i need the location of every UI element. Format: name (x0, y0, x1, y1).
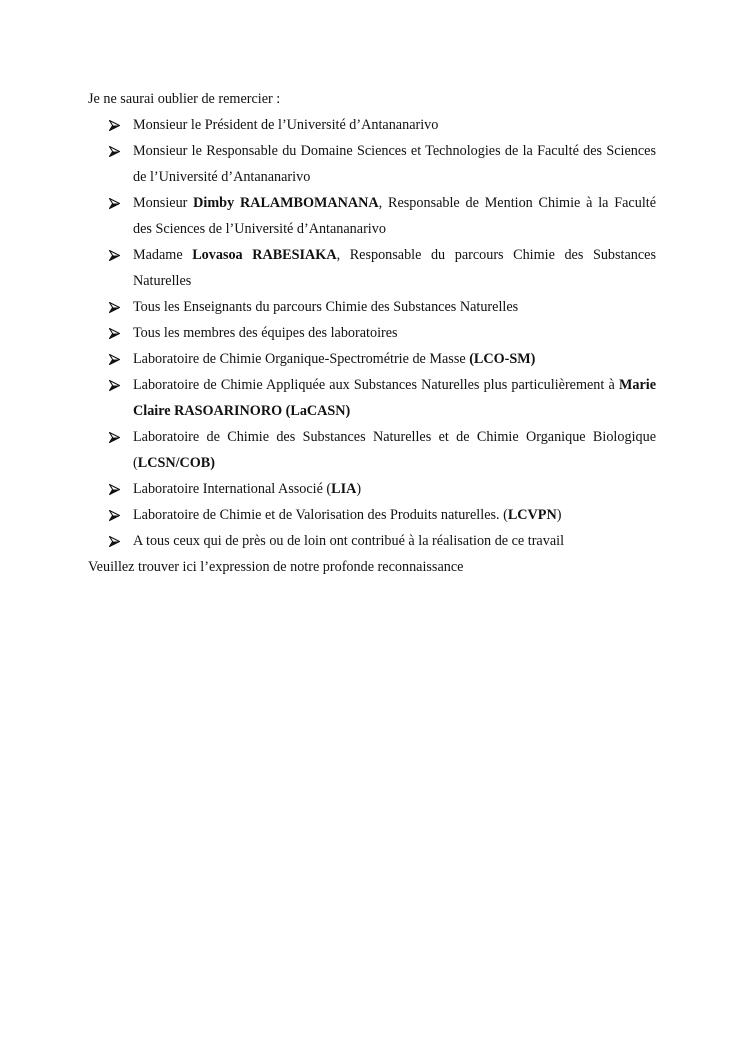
list-item (88, 138, 656, 190)
arrowhead-bullet-icon (109, 476, 123, 502)
item-text: Laboratoire de Chimie des Substances Naturelles et de Chimie Organique Biologique ( (133, 429, 656, 471)
item-text: A tous ceux qui de près ou de loin ont contribué à la réalisation de ce travail (133, 533, 565, 549)
item-text: Monsieur (133, 195, 194, 211)
arrowhead-bullet-icon (109, 242, 123, 268)
list-item (88, 242, 656, 294)
arrowhead-bullet-icon (109, 424, 123, 450)
bold-name-text: Marie Claire RASOARINORO (LaCASN) (133, 377, 656, 419)
list-item (88, 372, 656, 424)
arrowhead-bullet-icon (109, 372, 123, 398)
bold-name-text: LCSN/COB) (137, 455, 215, 471)
arrowhead-bullet-icon (109, 138, 123, 164)
arrowhead-bullet-icon (109, 294, 123, 320)
list-item (88, 476, 656, 502)
list-item (88, 528, 656, 554)
list-item (88, 424, 656, 476)
bold-name-text: LIA (331, 481, 357, 497)
item-text: Laboratoire de Chimie Appliquée aux Substances Naturelles plus particulièrement à (133, 377, 619, 393)
item-text: Madame (133, 247, 193, 263)
bold-name-text: LCVPN (507, 507, 557, 523)
closing-text: Veuillez trouver ici l’expression de notre profonde reconnaissance (88, 559, 464, 575)
arrowhead-bullet-icon (109, 190, 123, 216)
list-item (88, 112, 656, 138)
arrowhead-bullet-icon (109, 112, 123, 138)
list-item (88, 320, 656, 346)
item-text: Laboratoire de Chimie Organique-Spectrométrie de Masse (133, 351, 470, 367)
list-item (88, 346, 656, 372)
list-item (88, 294, 656, 320)
item-text: Monsieur le Responsable du Domaine Sciences et Technologies de la Faculté des Sciences de l’Université d’Antananarivo (133, 143, 656, 185)
bold-name-text: (LCO-SM) (469, 351, 536, 367)
item-text: ) (556, 507, 562, 523)
bold-name-text: Dimby RALAMBOMANANA (193, 195, 379, 211)
item-text: Tous les membres des équipes des laboratoires (133, 325, 398, 341)
list-item (88, 502, 656, 528)
arrowhead-bullet-icon (109, 320, 123, 346)
item-text: , Responsable du parcours Chimie des Substances Naturelles (133, 247, 656, 289)
list-item (88, 190, 656, 242)
arrowhead-bullet-icon (109, 502, 123, 528)
intro-text: Je ne saurai oublier de remercier : (88, 91, 281, 107)
acknowledgements-list (88, 112, 656, 554)
acknowledgements-section (88, 86, 656, 580)
item-text: Laboratoire de Chimie et de Valorisation des Produits naturelles. ( (133, 507, 508, 523)
item-text: ) (356, 481, 362, 497)
item-text: Laboratoire International Associé ( (133, 481, 332, 497)
bold-name-text: Lovasoa RABESIAKA (192, 247, 337, 263)
arrowhead-bullet-icon (109, 528, 123, 554)
item-text: Tous les Enseignants du parcours Chimie des Substances Naturelles (133, 299, 519, 315)
item-text: Monsieur le Président de l’Université d’Antananarivo (133, 117, 439, 133)
item-text: , Responsable de Mention Chimie à la Faculté des Sciences de l’Université d’Antananarivo (133, 195, 656, 237)
arrowhead-bullet-icon (109, 346, 123, 372)
